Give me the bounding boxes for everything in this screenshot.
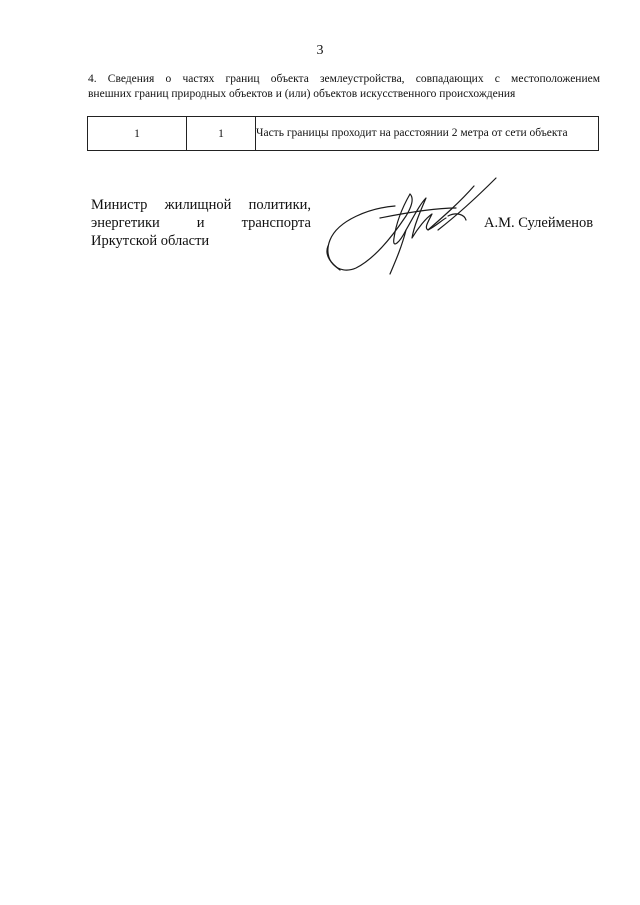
signer-title-line-3: Иркутской области [91,233,210,249]
signer-title [91,196,311,250]
point-number-cell: 1 [187,117,256,151]
table-row [88,117,599,151]
section-heading-line-2: внешних границ природных объектов и (или) объектов искусственного происхождения [88,88,516,100]
signer-title-line-2: энергетики и транспорта [91,215,311,231]
section-heading [88,72,600,102]
section-heading-line-1: 4. Сведения о частях границ объекта землеустройства, совпадающих с местоположением [88,73,600,85]
boundary-description-cell: Часть границы проходит на расстоянии 2 метра от сети объекта [256,117,599,151]
signature-stroke-tail [327,246,340,270]
signer-name: А.М. Сулейменов [484,215,594,231]
boundary-parts-table [87,116,599,151]
signature-stroke-main [394,194,446,244]
row-number-cell: 1 [88,117,187,151]
page-number: 3 [316,43,324,58]
signature-stroke-descender [390,230,406,274]
signature-stroke-loop [328,194,412,270]
signer-title-line-1: Министр жилищной политики, [91,197,311,213]
